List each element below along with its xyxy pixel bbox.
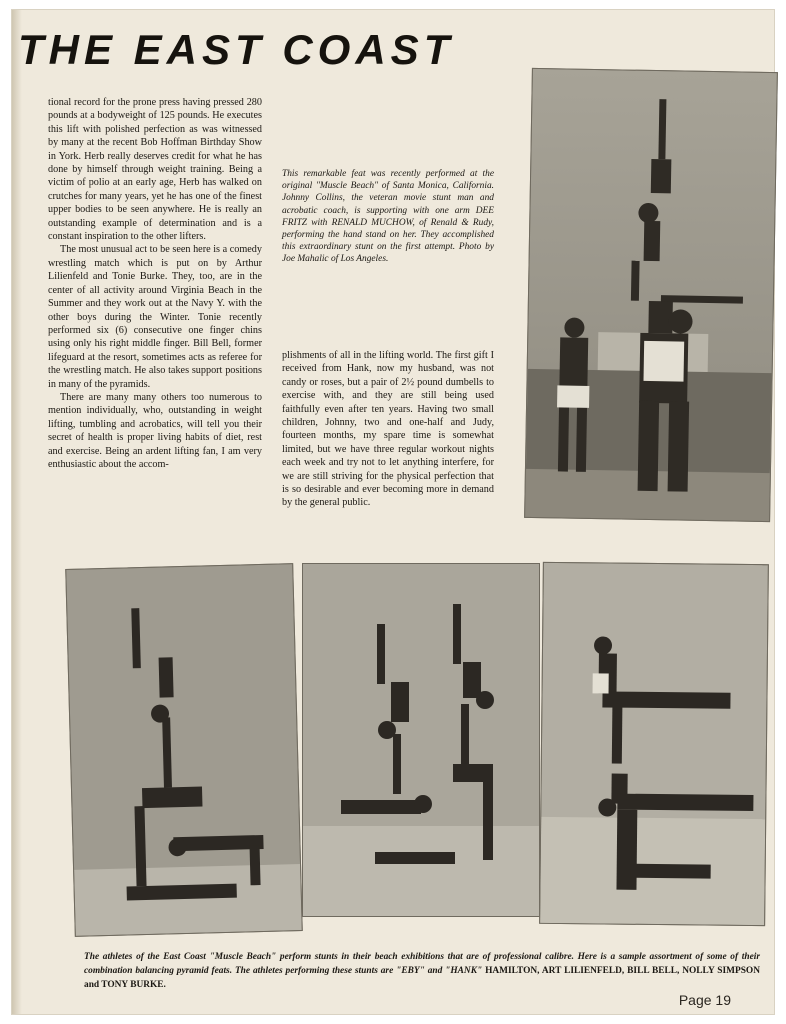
photo-caption: This remarkable feat was recently performed at the original "Muscle Beach" of Santa Monica, California. Johnny Collins, the veteran movie stunt man and acrobatic coach, is supporting with one arm DEE FRITZ with RENALD MUCHOW, of Renald & Rudy, performing the hand stand on her. They accomplished this extraordinary stunt on the first attempt. Photo by Joe Mahalic of Los Angeles. [282,169,494,265]
left-paragraph-1: tional record for the prone press having pressed 280 pounds at a bodyweight of 125 pounds. He executes this lift with polished perfection as was witnessed by many at the recent Bob Hoffman Birthday Show in York. Herb really deserves credit for what he has done by himself through weight training. Being a victim of polio at an early age, Herb has walked on crutches for many years, yet he has one of the finest upper bodies to be seen anywhere. He is really an outstanding example of determination and is a constant inspiration to the other lifters. [48,97,262,243]
bottom-caption-names: HAMILTON, ART LILIENFELD, BILL BELL, NOLLY SIMPSON and TONY BURKE. [84,966,760,990]
bottom-caption-text: The athletes of the East Coast "Muscle Beach" perform stunts in their beach exhibitions that are of professional calibre. Here is a sample assortment of some of their combination balancing pyramid feats. The athletes performing these stunts are "EBY" and "HANK" [84,952,760,976]
bottom-photo-caption [84,950,760,992]
middle-paragraph: plishments of all in the lifting world. The first gift I received from Hank, now my husband, was not candy or roses, but a pair of 2½ pound dumbells to exercise with, and they are still being used faithfully even after ten years. Having two small children, Johnny, two and one-half and Judy, fourteen months, my spare time is somewhat limited, but we have three regular workout nights each week and try not to let anything interfere, for we are still striving for the physical perfection that is so desirable and ever becoming more in demand by the general public. [282,350,494,509]
page-spine-shadow [12,10,22,1014]
page-title: THE EAST COAST [18,26,455,73]
middle-article-column [282,349,494,510]
human-tower-photo [524,68,778,522]
pyramid-photo-right [539,562,769,926]
left-paragraph-3: There are many many others too numerous to mention individually, who, outstanding in weight lifting, tumbling and acrobatics, will tell you their secret of health is proper living habits of diet, rest and exercise. Being an ardent lifting fan, I am very enthusiastic about the accom- [48,391,262,470]
left-article-column [48,96,262,471]
page-number: Page 19 [678,992,731,1008]
left-paragraph-2: The most unusual act to be seen here is a comedy wrestling match which is put on by Arthur Lilienfeld and Tonie Burke. They, too, are in the center of all activity around Virginia Beach in the Summer and they work out at the Navy Y. with the other boys during the Winter. Tonie recently performed six (6) consecutive one finger chins using only his right middle finger. Bill Bell, former lifeguard at the resort, sometimes acts as referee for the wrestling match. He also takes support positions in many of the pyramids. [48,244,262,390]
pyramid-photo-left [65,563,303,937]
pyramid-photo-center [302,563,540,917]
